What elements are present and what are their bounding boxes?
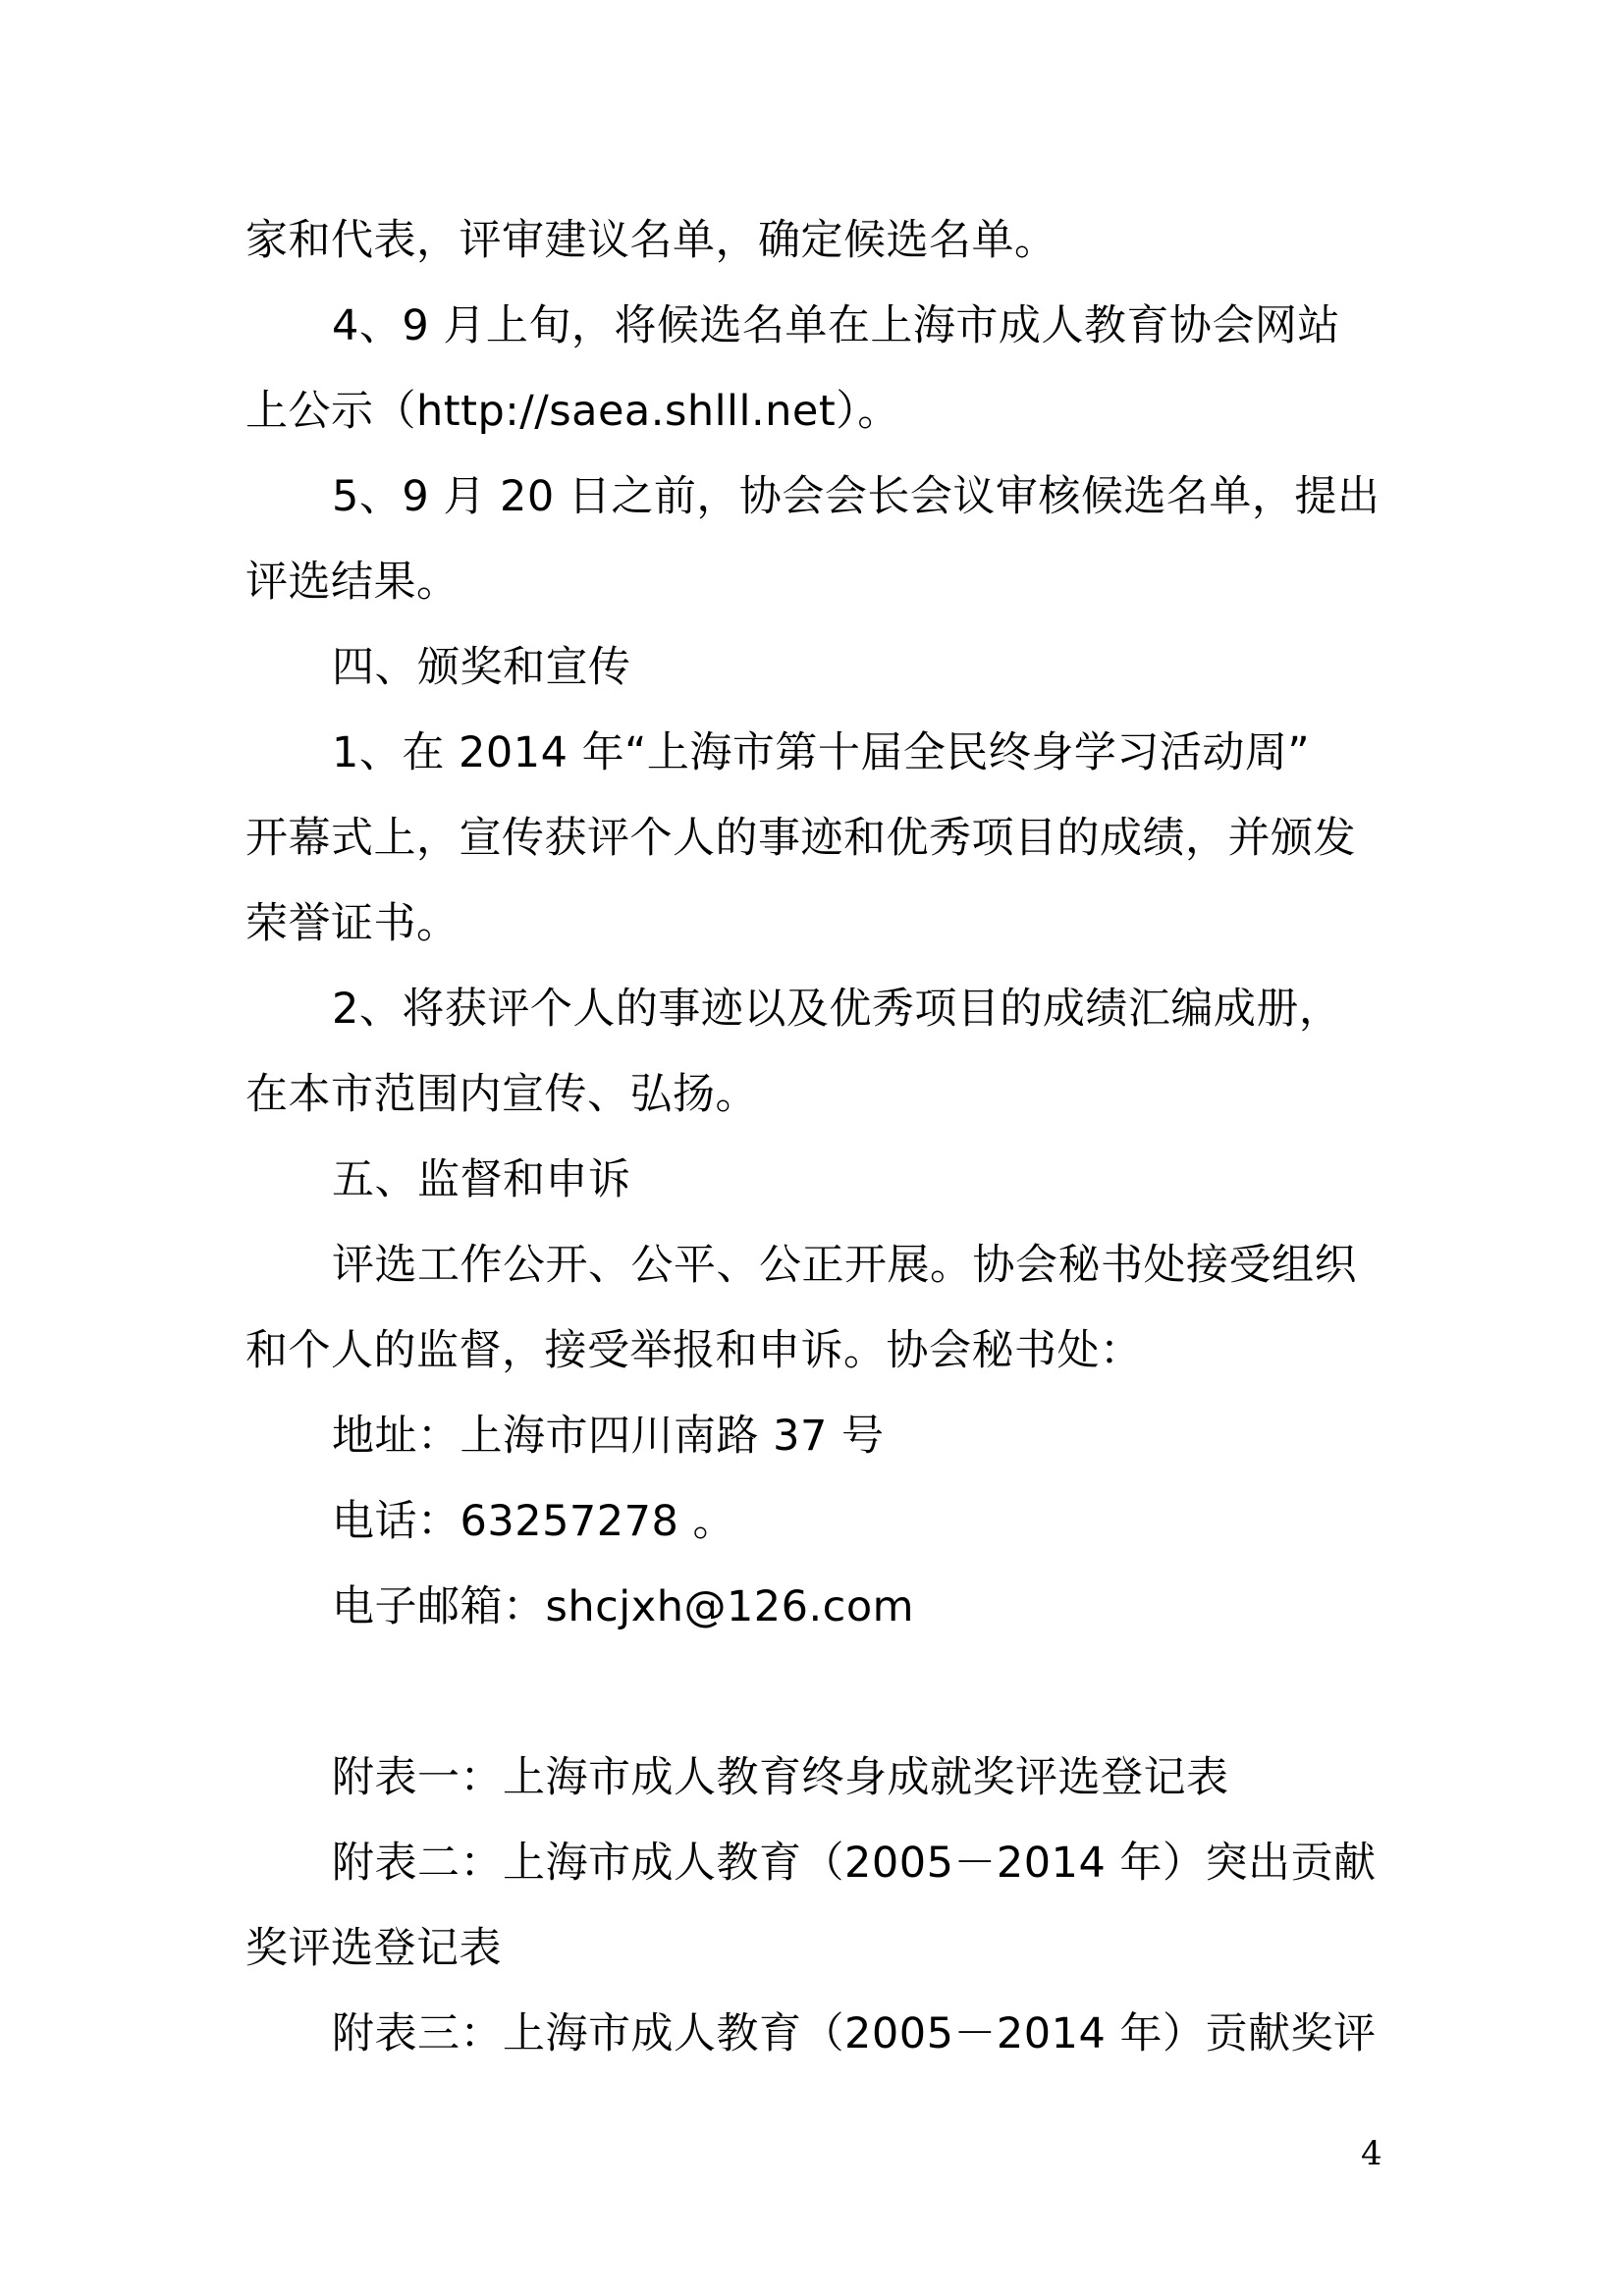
text-line: 上公示（http://saea.shlll.net）。 (245, 387, 900, 436)
text-line: 在本市范围内宣传、弘扬。 (245, 1070, 758, 1119)
attachment-line: 奖评选登记表 (245, 1924, 502, 1973)
section-heading: 四、颁奖和宣传 (332, 643, 631, 692)
text-line: 荣誉证书。 (245, 899, 460, 948)
text-line: 5、9 月 20 日之前，协会会长会议审核候选名单，提出 (332, 472, 1380, 521)
text-line: 4、9 月上旬，将候选名单在上海市成人教育协会网站 (332, 301, 1340, 350)
text-line: 和个人的监督，接受举报和申诉。协会秘书处： (245, 1326, 1143, 1375)
text-line: 评选结果。 (245, 558, 460, 607)
attachment-line: 附表一：上海市成人教育终身成就奖评选登记表 (332, 1753, 1229, 1802)
page-number: 4 (1361, 2134, 1382, 2173)
phone-line: 电话：63257278 。 (332, 1497, 736, 1546)
attachment-line: 附表二：上海市成人教育（2005－2014 年）突出贡献 (332, 1839, 1377, 1888)
text-line: 开幕式上，宣传获评个人的事迹和优秀项目的成绩，并颁发 (245, 814, 1356, 863)
address-line: 地址：上海市四川南路 37 号 (332, 1412, 885, 1461)
text-line: 2、将获评个人的事迹以及优秀项目的成绩汇编成册， (332, 985, 1342, 1034)
text-line: 家和代表，评审建议名单，确定候选名单。 (245, 216, 1057, 265)
attachment-line: 附表三：上海市成人教育（2005－2014 年）贡献奖评 (332, 2009, 1377, 2058)
text-line: 1、在 2014 年“上海市第十届全民终身学习活动周” (332, 728, 1311, 777)
email-line: 电子邮箱：shcjxh@126.com (332, 1582, 915, 1631)
section-heading: 五、监督和申诉 (332, 1155, 631, 1204)
text-line: 评选工作公开、公平、公正开展。协会秘书处接受组织 (332, 1241, 1357, 1290)
